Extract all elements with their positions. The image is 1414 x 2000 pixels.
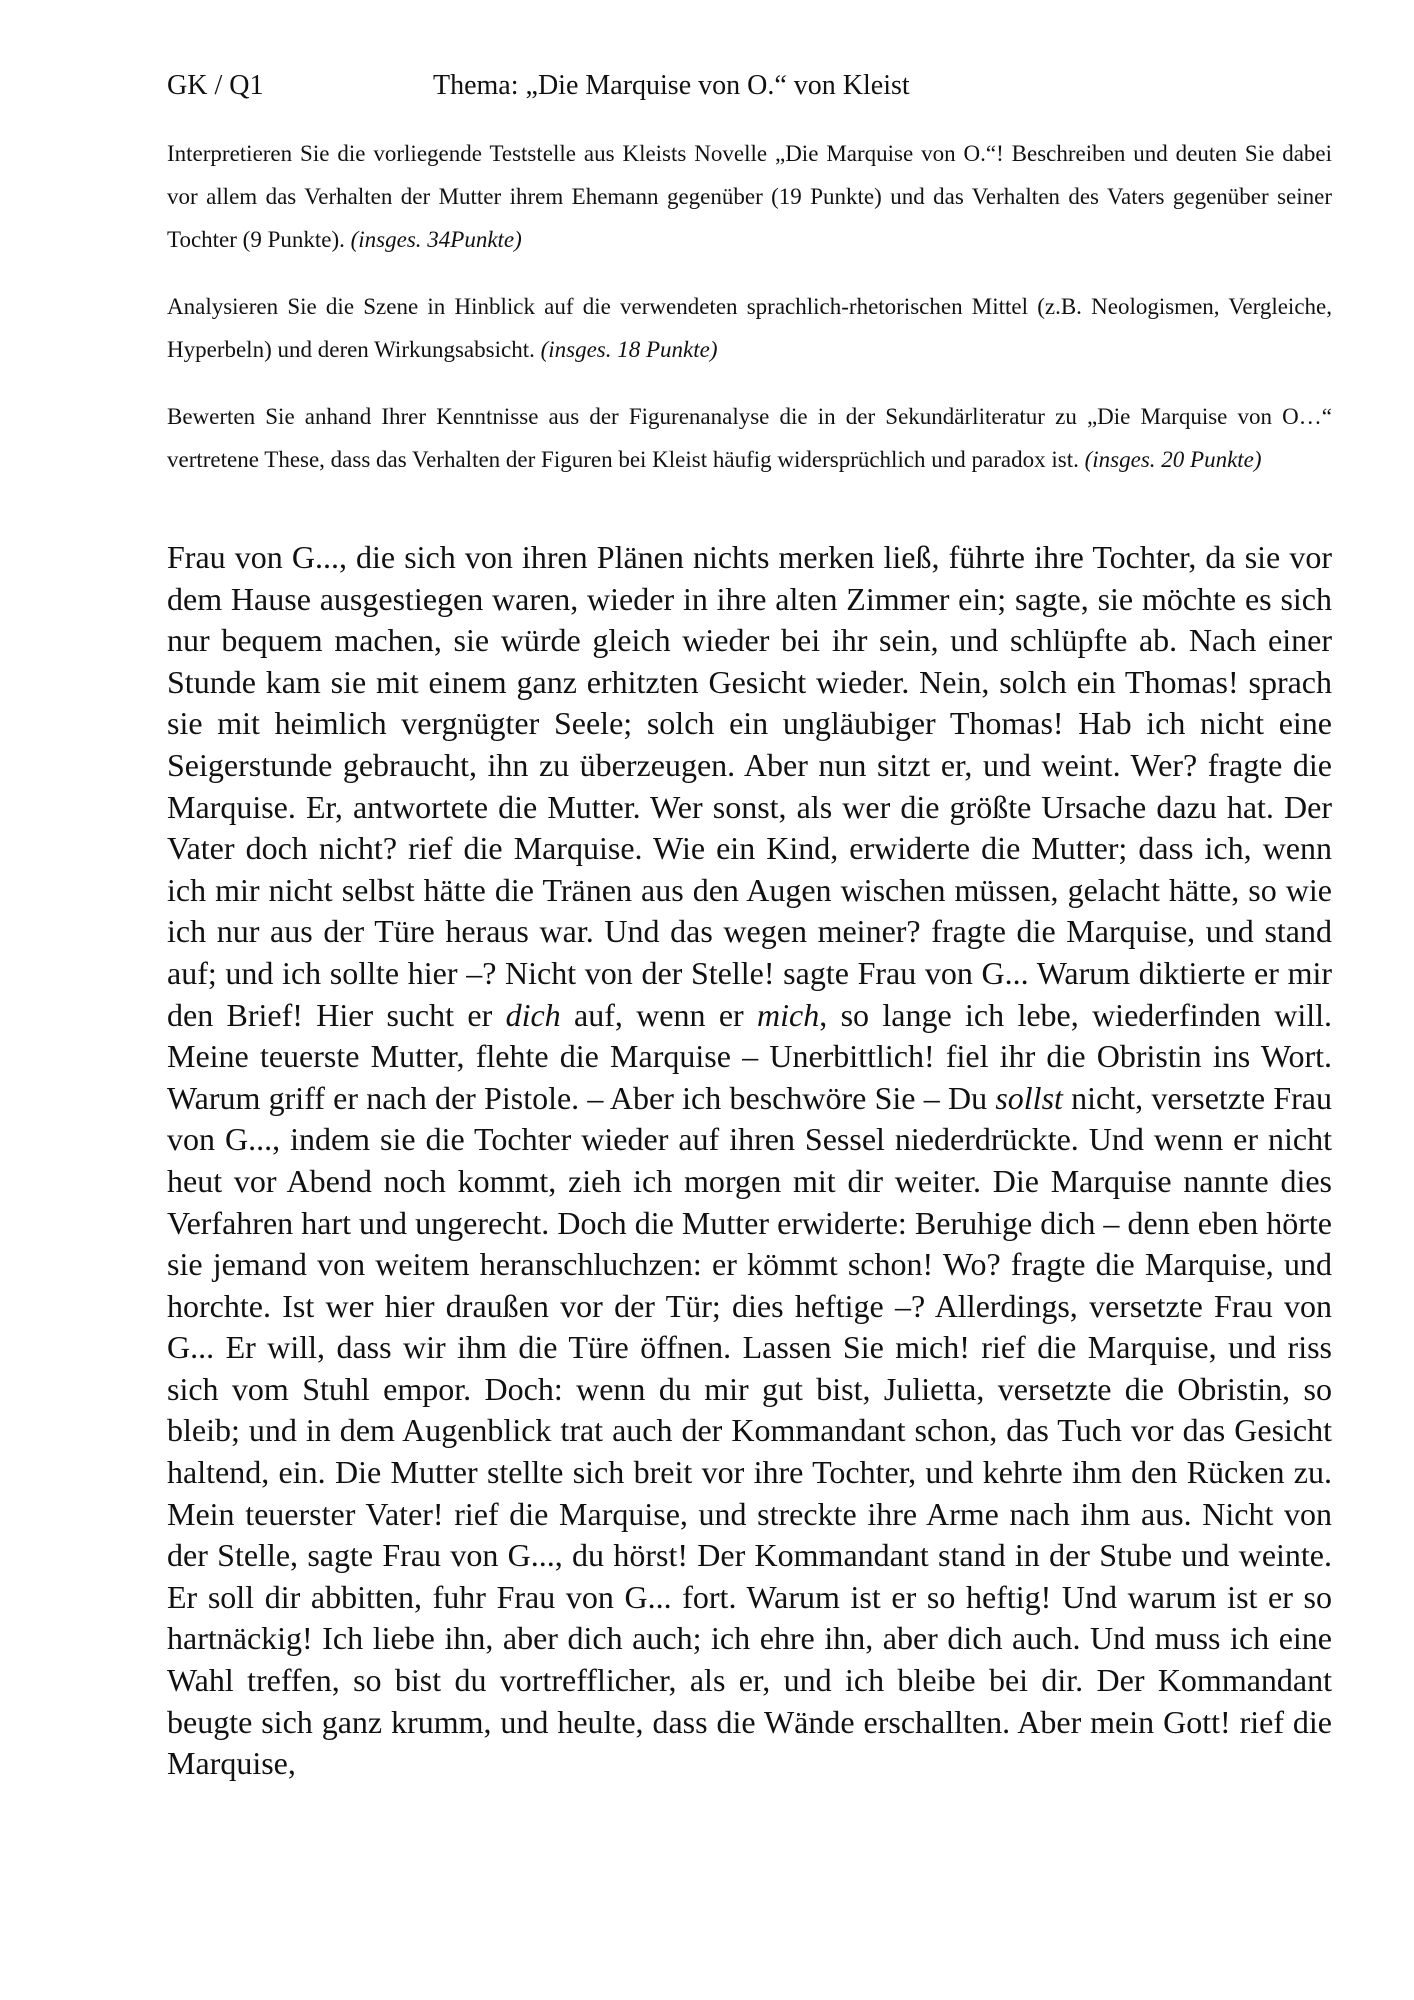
excerpt-part: nicht, versetzte Frau von G..., indem sie die Tochter wieder auf ihren Sessel niederdrückte. Und wenn er nicht heut vor Abend noch kommt, zieh ich morgen mit dir weiter. Die Marquise nannte dies Verfahren hart und ungerecht. Doch die Mutter erwiderte: Beruhige dich – denn eben hörte sie jemand von weitem heranschluchzen: er kömmt schon! Wo? fragte die Marquise, und horchte. Ist wer hier draußen vor der Tür; dies heftige –? Allerdings, versetzte Frau von G... Er will, dass wir ihm die Türe öffnen. Lassen Sie mich! rief die Marquise, und riss sich vom Stuhl empor. Doch: wenn du mir gut bist, Julietta, versetzte die Obristin, so bleib; und in dem Augenblick trat auch der Kommandant schon, das Tuch vor das Gesicht haltend, ein. Die Mutter stellte sich breit vor ihre Tochter, und kehrte ihm den Rücken zu. Mein teuerster Vater! rief die Marquise, und streckte ihre Arme nach ihm aus. Nicht von der Stelle, sagte Frau von G..., du hörst! Der Kommandant stand in der Stube und weinte. Er soll dir abbitten, fuhr Frau von G... fort. Warum ist er so heftig! Und warum ist er so hartnäckig! Ich liebe ihn, aber dich auch; ich ehre ihn, aber dich auch. Und muss ich eine Wahl treffen, so bist du vortrefflicher, als er, und ich bleibe bei dir. Der Kommandant beugte sich ganz krumm, und heulte, dass die Wände erschallten. Aber mein Gott! rief die Marquise, — [167, 1079, 1333, 1782]
emphasis-mich: mich — [757, 996, 820, 1033]
task-3 — [167, 395, 1332, 481]
course-label: GK / Q1 — [167, 70, 264, 101]
task-points: (insges. 34Punkte) — [350, 227, 522, 252]
excerpt-part: Frau von G..., die sich von ihren Plänen nichts merken ließ, führte ihre Tochter, da sie vor dem Hause ausgestiegen waren, wieder in ihre alten Zimmer ein; sagte, sie möchte es sich nur bequem machen, sie würde gleich wieder bei ihr sein, und schlüpfte ab. Nach einer Stunde kam sie mit einem ganz erhitzten Gesicht wieder. Nein, solch ein Thomas! sprach sie mit heimlich vergnügter Seele; solch ein ungläubiger Thomas! Hab ich nicht eine Seigerstunde gebraucht, ihn zu überzeugen. Aber nun sitzt er, und weint. Wer? fragte die Marquise. Er, antwortete die Mutter. Wer sonst, als wer die größte Ursache dazu hat. Der Vater doch nicht? rief die Marquise. Wie ein Kind, erwiderte die Mutter; dass ich, wenn ich mir nicht selbst hätte die Tränen aus den Augen wischen müssen, gelacht hätte, so wie ich nur aus der Türe heraus war. Und das wegen meiner? fragte die Marquise, und stand auf; und ich sollte hier –? Nicht von der Stelle! sagte Frau von G... Warum diktierte er mir den Brief! Hier sucht er — [167, 539, 1332, 1033]
emphasis-sollst: sollst — [995, 1079, 1063, 1116]
task-text: Bewerten Sie anhand Ihrer Kenntnisse aus der Figurenanalyse die in der Sekundärliteratur zu „Die Marquise von O…“ vertretene These, dass das Verhalten der Figuren bei Kleist häufig widersprüchlich und paradox ist. — [167, 404, 1332, 472]
novella-excerpt — [167, 537, 1332, 1785]
emphasis-dich: dich — [505, 996, 561, 1033]
topic-title: Thema: „Die Marquise von O.“ von Kleist — [433, 70, 910, 101]
excerpt-part: auf, wenn er — [560, 996, 758, 1033]
task-1 — [167, 132, 1332, 261]
task-2 — [167, 285, 1332, 371]
excerpt-part: , so lange ich lebe, wiederfinden will. Meine teuerste Mutter, flehte die Marquise – Unerbittlich! fiel ihr die Obristin ins Wort. Warum griff er nach der Pistole. – Aber ich beschwöre Sie – Du — [167, 996, 1333, 1116]
task-text: Interpretieren Sie die vorliegende Teststelle aus Kleists Novelle „Die Marquise von O.“! Beschreiben und deuten Sie dabei vor allem das Verhalten der Mutter ihrem Ehemann gegenüber (19 Punkte) und das Verhalten des Vaters gegenüber seiner Tochter (9 Punkte). — [167, 141, 1332, 252]
header — [167, 66, 1332, 106]
task-text: Analysieren Sie die Szene in Hinblick auf die verwendeten sprachlich-rhetorischen Mittel (z.B. Neologismen, Vergleiche, Hyperbeln) und deren Wirkungsabsicht. — [167, 294, 1332, 362]
task-points: (insges. 20 Punkte) — [1084, 447, 1262, 472]
task-points: (insges. 18 Punkte) — [540, 337, 718, 362]
